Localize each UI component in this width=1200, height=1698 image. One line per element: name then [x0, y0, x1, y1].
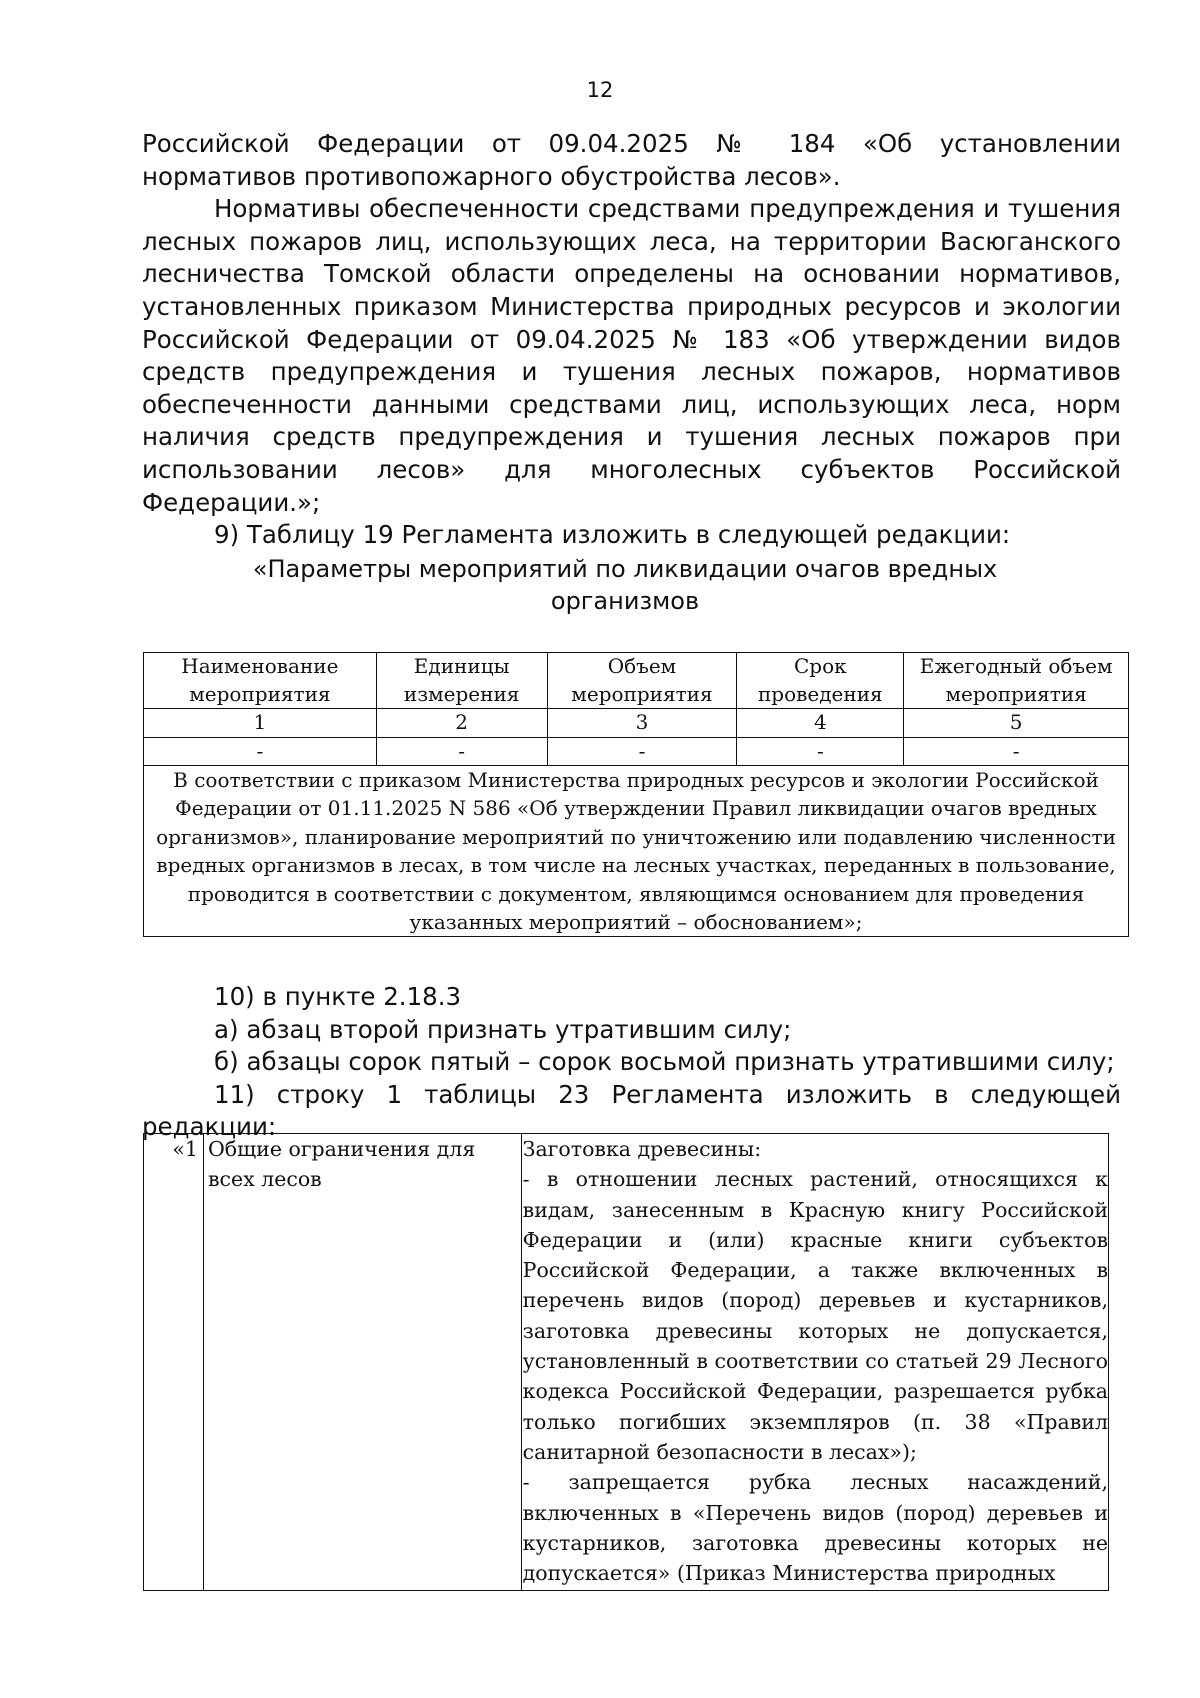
page-number: 12	[586, 78, 614, 102]
table-header-cell: Ежегодный объем мероприятия	[904, 653, 1129, 709]
row-number-cell: «1	[144, 1134, 204, 1591]
body-text-top	[142, 128, 1121, 552]
table-cell: 4	[737, 709, 904, 738]
table-cell: 2	[376, 709, 547, 738]
category-cell: Общие ограничения для всех лесов	[203, 1134, 521, 1591]
table-cell: 3	[547, 709, 737, 738]
table-note-cell: В соответствии с приказом Министерства природных ресурсов и экологии Российской Федерации от 01.11.2025 N 586 «Об утверждении Правил ликвидации очагов вредных организмов», планирование мероприятий по уничтожению или подавлению численности вредных организмов в лесах, в том числе на лесных участках, переданных в пользование, проводится в соответствии с документом, являющимся основанием для проведения указанных мероприятий – обоснованием»;	[144, 766, 1129, 937]
table-header-row	[144, 653, 1129, 709]
table-row	[144, 737, 1129, 766]
table-header-cell: Срок проведения	[737, 653, 904, 709]
table-header-cell: Единицы измерения	[376, 653, 547, 709]
table-19	[143, 652, 1129, 937]
table-19-title	[250, 553, 1000, 617]
paragraph: Российской Федерации от 09.04.2025 № 184 «Об установлении нормативов противопожарного обустройства лесов».	[142, 129, 1121, 191]
paragraph: Нормативы обеспеченности средствами предупреждения и тушения лесных пожаров лиц, использующих леса, на территории Васюганского лесничества Томской области определены на основании нормативов, установленных приказом Министерства природных ресурсов и экологии Российской Федерации от 09.04.2025 № 183 «Об утверждении видов средств предупреждения и тушения лесных пожаров, нормативов обеспеченности данными средствами лиц, использующих леса, норм наличия средств предупреждения и тушения лесных пожаров при использовании лесов» для многолесных субъектов Российской Федерации.»;	[142, 194, 1121, 517]
table-19-title-line: «Параметры мероприятий по ликвидации очагов вредных	[252, 555, 998, 583]
table-row	[144, 766, 1129, 937]
paragraph: 10) в пункте 2.18.3	[214, 982, 462, 1011]
restrictions-cell	[521, 1134, 1108, 1591]
table-cell: -	[376, 737, 547, 766]
table-cell: -	[547, 737, 737, 766]
table-23	[143, 1133, 1109, 1591]
table-cell: 5	[904, 709, 1129, 738]
restriction-item: - запрещается рубка лесных насаждений, включенных в «Перечень видов (пород) деревьев и кустарников, заготовка древесины которых не допускается» (Приказ Министерства природных	[522, 1470, 1108, 1586]
table-cell: -	[144, 737, 377, 766]
table-row	[144, 709, 1129, 738]
paragraph: а) абзац второй признать утратившим силу;	[214, 1014, 792, 1044]
body-text-middle	[142, 981, 1121, 1144]
table-cell: 1	[144, 709, 377, 738]
paragraph: 11) строку 1 таблицы 23 Регламента изложить в следующей редакции:	[142, 1079, 1121, 1142]
restriction-item: - в отношении лесных растений, относящихся к видам, занесенным в Красную книгу Российской Федерации и (или) красные книги субъектов Российской Федерации, а также включенных в перечень видов (пород) деревьев и кустарников, заготовка древесины которых не допускается, установленный в соответствии со статьей 29 Лесного кодекса Российской Федерации, разрешается рубка только погибших экземпляров (п. 38 «Правил санитарной безопасности в лесах»);	[522, 1167, 1108, 1464]
table-cell: -	[904, 737, 1129, 766]
paragraph: 9) Таблицу 19 Регламента изложить в следующей редакции:	[214, 520, 1011, 550]
table-19-title-line: организмов	[550, 587, 700, 615]
table-header-cell: Объем мероприятия	[547, 653, 737, 709]
paragraph: б) абзацы сорок пятый – сорок восьмой признать утратившими силу;	[214, 1047, 1115, 1077]
table-header-cell: Наименование мероприятия	[144, 653, 377, 709]
table-cell: -	[737, 737, 904, 766]
table-row	[144, 1134, 1109, 1591]
restrictions-heading: Заготовка древесины:	[522, 1137, 762, 1161]
